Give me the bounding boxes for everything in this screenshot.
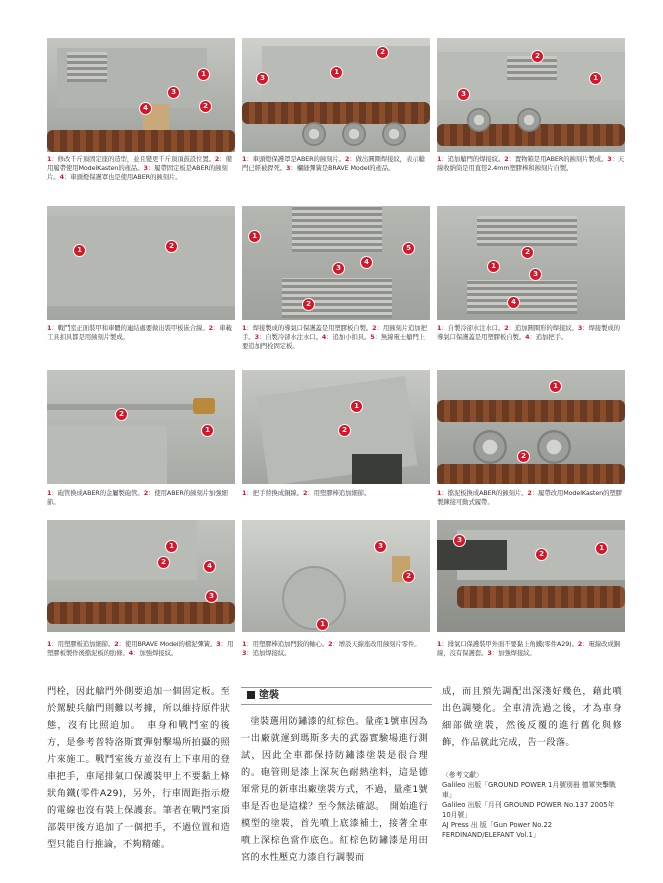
callout-marker-4: 4 — [203, 560, 216, 573]
callout-marker-4: 4 — [507, 296, 520, 309]
callout-marker-3: 3 — [332, 262, 345, 275]
caption-1-n2: 2 — [214, 155, 220, 163]
caption-6-n4: 4 — [525, 333, 530, 341]
caption-6-n3: 3 — [577, 324, 583, 332]
caption-3 — [437, 155, 625, 173]
photo-running-gear — [437, 370, 625, 484]
caption-8-t1: ：把手替換成銅線。 — [246, 489, 303, 497]
callout-marker-1: 1 — [165, 540, 178, 553]
photo-superstructure-top — [242, 370, 430, 484]
reference-item: Galileo 出版「GROUND POWER 1月號別冊 德軍突擊戰車」 — [442, 781, 616, 799]
caption-3-t2: ：置物箱是用ABER的蝕刻片製成。 — [508, 155, 608, 163]
caption-10-n1: 1 — [47, 640, 52, 648]
body-column-3: 成，而且預先調配出深淺好幾色，藉此噴出色調變化。全車清洗過之後，才為車身細部做塗裝，然後反覆的進行舊化與修飾，作品就此完成，告一段落。 — [442, 686, 622, 748]
caption-1 — [47, 155, 235, 182]
callout-marker-2: 2 — [302, 298, 315, 311]
photo-exhaust-armor — [437, 520, 625, 632]
callout-marker-3: 3 — [167, 86, 180, 99]
section-heading — [241, 687, 432, 705]
caption-11-n3: 3 — [242, 649, 247, 657]
callout-marker-1: 1 — [248, 230, 261, 243]
caption-1-n1: 1 — [47, 155, 52, 163]
caption-6-t1: ：自製冷卻水注水口。 — [441, 324, 505, 332]
caption-11-n2: 2 — [328, 640, 333, 648]
caption-2-n2: 2 — [344, 155, 350, 163]
caption-2-t3: ：欄縫彈簧是BRAVE Model的產品。 — [290, 164, 395, 172]
caption-4-t1: ：戰鬥室正面裝甲和車體的連結處要做出裝甲板嵌合線。 — [51, 324, 209, 332]
reference-item: Galileo 出版「月刊 GROUND POWER No.137 2005年10月號」 — [442, 801, 615, 819]
caption-3-t3: ：天線收納筒是用直徑2.4mm塑膠棒和蝕刻片自製。 — [437, 155, 625, 172]
caption-3-n3: 3 — [607, 155, 612, 163]
callout-marker-3: 3 — [205, 590, 218, 603]
photo-rear-mudguard — [47, 520, 235, 632]
callout-marker-4: 4 — [360, 256, 373, 269]
caption-10-n4: 4 — [128, 649, 134, 657]
caption-5-n4: 4 — [321, 333, 327, 341]
callout-marker-2: 2 — [517, 450, 530, 463]
callout-marker-1: 1 — [330, 66, 343, 79]
caption-9-t2: ：履帶改用ModelKasten的塑膠製鍊接可動式履帶。 — [437, 489, 622, 506]
references — [442, 770, 622, 840]
caption-1-t4: ：車頭燈保護罩也是使用ABER的蝕刻片。 — [63, 173, 182, 181]
caption-11-n1: 1 — [242, 640, 247, 648]
caption-7 — [47, 489, 235, 507]
caption-1-n4: 4 — [59, 173, 64, 181]
caption-6 — [437, 324, 625, 342]
caption-2-t2: ：做出圓圈焊接紋，表示艙門已經被銲死。 — [242, 155, 425, 172]
caption-8-t2: ：用塑膠棒追加細節。 — [307, 489, 371, 497]
callout-marker-1: 1 — [595, 542, 608, 555]
caption-7-t1: ：砲管換成ABER的金屬製砲管。 — [51, 489, 144, 497]
caption-12-t3: ：加強焊接紋。 — [491, 649, 536, 657]
callout-marker-3: 3 — [256, 72, 269, 85]
caption-10-t1: ：用塑膠板追加細節。 — [51, 640, 115, 648]
photo-fighting-compartment-front — [47, 206, 235, 320]
body-column-1: 門栓，因此艙門外側要追加一個固定板。至於駕駛兵艙門則難以考據，所以維持原件狀態，沒有比照追加。 車身和戰鬥室的後方，是參考普特洛斯實彈射擊場所拍攝的照片來施工。戰鬥室後方並沒有上下車用的登車把手，車尾排氣口保護裝甲上不要黏上條狀角鐵(零件A29)，另外，行車間距指示燈的電線也沒有裝上保護套。筆者在戰鬥室頂部裝甲後方追加了一個把手，不過位置和造型只能自行推論，不夠精確。 — [47, 686, 230, 850]
caption-8-n1: 1 — [242, 489, 247, 497]
caption-12-t1: ：排氣口保護裝甲外面不要黏上角鐵(零件A29)。 — [441, 640, 578, 648]
callout-marker-2: 2 — [157, 556, 170, 569]
caption-10-n2: 2 — [114, 640, 119, 648]
callout-marker-2: 2 — [402, 570, 415, 583]
caption-2-n3: 3 — [286, 164, 291, 172]
caption-9-t1: ：擋泥板換成ABER的蝕刻片。 — [441, 489, 528, 497]
caption-10-t2: ：使用BRAVE Model的檔泥彈簧。 — [118, 640, 217, 648]
caption-3-n2: 2 — [504, 155, 509, 163]
callout-marker-3: 3 — [457, 88, 470, 101]
callout-marker-2: 2 — [338, 424, 351, 437]
caption-4-n1: 1 — [47, 324, 52, 332]
caption-12-t2: ：電線改成銅線，沒有保護套。 — [437, 640, 620, 657]
caption-5-n3: 3 — [254, 333, 259, 341]
photo-rear-deck — [437, 206, 625, 320]
callout-marker-2: 2 — [199, 100, 212, 113]
caption-10-t4: ：加強焊接紋。 — [133, 649, 178, 657]
callout-marker-1: 1 — [197, 68, 210, 81]
caption-1-t1: ：修改千斤頂固定座的造型，並且變更千斤頂頂鼓設位置。 — [51, 155, 215, 163]
callout-marker-2: 2 — [115, 408, 128, 421]
caption-11-t1: ：用塑膠棒追加門鉸的軸心。 — [246, 640, 329, 648]
callout-marker-1: 1 — [549, 380, 562, 393]
caption-9-n1: 1 — [437, 489, 442, 497]
caption-6-t2: ：追加圓圈形的焊接紋。 — [508, 324, 578, 332]
photo-hull-side-front — [242, 38, 430, 152]
callout-marker-1: 1 — [73, 244, 86, 257]
caption-5 — [242, 324, 430, 351]
caption-1-t2: ：備用履帶使用ModelKasten的產品。 — [47, 155, 232, 172]
caption-9 — [437, 489, 625, 507]
reference-item: AJ Press 出 版「Gun Power No.22 FERDINAND/ELEFANT Vol.1」 — [442, 821, 553, 839]
heading-square-icon — [247, 691, 255, 699]
caption-6-t4: ：追加把手。 — [529, 333, 568, 341]
callout-marker-4: 4 — [139, 102, 152, 115]
caption-10-n3: 3 — [216, 640, 221, 648]
callout-marker-2: 2 — [535, 548, 548, 561]
caption-3-t1: ：追加艙門的焊接紋。 — [441, 155, 505, 163]
caption-2-t1: ：車頭燈保護罩是ABER的蝕刻片。 — [246, 155, 345, 163]
caption-5-t5: ：無線電士艙門上要追加門栓固定板。 — [242, 333, 425, 350]
caption-6-n2: 2 — [504, 324, 509, 332]
callout-marker-1: 1 — [350, 400, 363, 413]
caption-10-t3: ：用塑膠板製作後擋泥板的肋條。 — [47, 640, 234, 657]
photo-rear-hatch — [242, 520, 430, 632]
caption-5-t2: ：用蝕刻片追加把手。 — [242, 324, 427, 341]
photo-engine-deck — [242, 206, 430, 320]
caption-5-n2: 2 — [372, 324, 377, 332]
caption-12-n1: 1 — [437, 640, 442, 648]
caption-5-n5: 5 — [370, 333, 375, 341]
caption-11-t2: ：增設天線座改用蝕刻片零件。 — [332, 640, 421, 648]
caption-2-n1: 1 — [242, 155, 247, 163]
caption-5-t1: ：焊接製成的導氣口保護蓋是用塑膠板自製。 — [246, 324, 373, 332]
caption-5-t3: ：自製冷卻水注水口。 — [258, 333, 322, 341]
caption-3-n1: 1 — [437, 155, 442, 163]
caption-12-n2: 2 — [577, 640, 583, 648]
caption-12 — [437, 640, 625, 658]
caption-9-n2: 2 — [527, 489, 532, 497]
callout-marker-3: 3 — [453, 534, 466, 547]
callout-marker-1: 1 — [487, 260, 500, 273]
photo-gun-barrel — [47, 370, 235, 484]
caption-8-n2: 2 — [302, 489, 308, 497]
callout-marker-2: 2 — [376, 46, 389, 59]
caption-4-t2: ：車載工具扣具都是用蝕刻片製成。 — [47, 324, 232, 341]
caption-1-t3: ：履帶固定板是ABER的蝕刻片。 — [47, 164, 228, 181]
body-column-2: 塗裝選用防鏽漆的紅棕色。量產1號車因為一出廠就運到瑪斯多夫的武器實驗場進行測試，因此全車都保持防鏽漆塗裝是很合理的。砲管則是漆上深灰色耐熱塗料，這是德軍常見的新車出廠塗裝方式，不過，量產1號車是否也是這樣？至今無法確認。 開始進行模型的塗裝，首先噴上底漆補土，接著全車噴上深棕色當作底色。紅棕色防鏽漆是用田宮的水性壓克力漆自行調製而 — [241, 716, 428, 863]
heading-text: 塗裝 — [259, 690, 279, 701]
references-title: 〈參考文獻〉 — [442, 771, 483, 779]
callout-marker-2: 2 — [165, 240, 178, 253]
caption-11-t3: ：追加焊接紋。 — [246, 649, 291, 657]
caption-4 — [47, 324, 235, 342]
callout-marker-1: 1 — [201, 424, 214, 437]
caption-11 — [242, 640, 430, 658]
photo-hull-side-rear — [437, 38, 625, 152]
caption-2 — [242, 155, 430, 173]
callout-marker-5: 5 — [402, 242, 415, 255]
caption-6-n1: 1 — [437, 324, 442, 332]
callout-marker-2: 2 — [521, 246, 534, 259]
caption-1-n3: 3 — [143, 164, 148, 172]
caption-5-n1: 1 — [242, 324, 247, 332]
caption-5-t4: ：追加小扣具。 — [326, 333, 371, 341]
caption-8 — [242, 489, 430, 498]
caption-7-t2: ：使用ABER的蝕刻片加強細節。 — [47, 489, 228, 506]
callout-marker-3: 3 — [374, 540, 387, 553]
caption-7-n2: 2 — [143, 489, 149, 497]
caption-10 — [47, 640, 235, 658]
caption-12-n3: 3 — [487, 649, 492, 657]
caption-4-n2: 2 — [208, 324, 213, 332]
callout-marker-1: 1 — [589, 72, 602, 85]
caption-6-t3: ：焊接製成的導氣口保護蓋是用塑膠板自製。 — [437, 324, 620, 341]
photo-hull-front — [47, 38, 235, 152]
caption-7-n1: 1 — [47, 489, 52, 497]
callout-marker-2: 2 — [531, 50, 544, 63]
callout-marker-1: 1 — [316, 618, 329, 631]
callout-marker-3: 3 — [529, 268, 542, 281]
